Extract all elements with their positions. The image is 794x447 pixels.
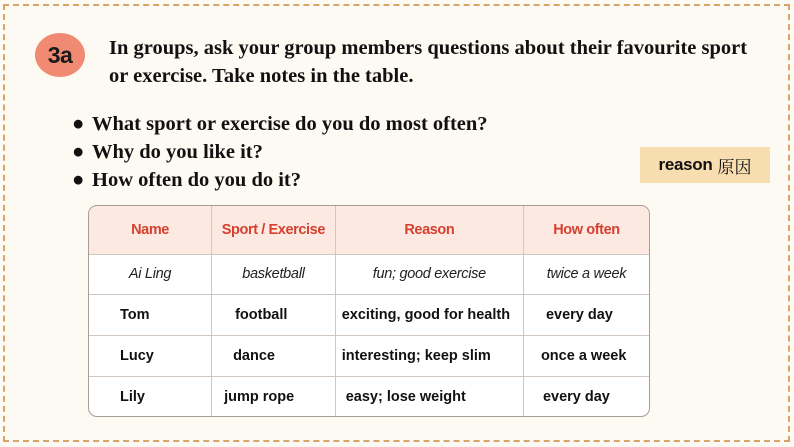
bullet-icon: ● — [72, 141, 85, 163]
table-cell: every day — [523, 376, 649, 417]
table-row — [89, 376, 649, 417]
vocab-translation: 原因 — [717, 157, 752, 177]
vocab-word: reason — [658, 155, 713, 174]
table-cell: once a week — [523, 335, 649, 376]
table-cell: every day — [523, 294, 649, 335]
table-cell: dance — [212, 335, 336, 376]
instruction-text: In groups, ask your group members questions about their favourite sport or exercise. Take notes in the table. — [109, 37, 748, 87]
notes-table-container — [88, 205, 650, 417]
table-row — [89, 335, 649, 376]
question-text: Why do you like it? — [92, 141, 263, 163]
header-how-often: How often — [523, 206, 649, 254]
notes-table — [89, 206, 649, 417]
table-cell: basketball — [212, 254, 336, 294]
bullet-icon: ● — [72, 169, 85, 191]
question-item — [72, 166, 488, 194]
table-cell: exciting, good for health — [335, 294, 523, 335]
question-item — [72, 138, 488, 166]
table-cell: fun; good exercise — [335, 254, 523, 294]
table-cell: jump rope — [212, 376, 336, 417]
table-header-row — [89, 206, 649, 254]
table-cell: twice a week — [523, 254, 649, 294]
table-row — [89, 294, 649, 335]
header-sport: Sport / Exercise — [212, 206, 336, 254]
header-reason: Reason — [335, 206, 523, 254]
bullet-icon: ● — [72, 113, 85, 135]
question-text: How often do you do it? — [92, 169, 302, 191]
table-cell: interesting; keep slim — [335, 335, 523, 376]
header-name: Name — [89, 206, 212, 254]
table-cell: Lily — [89, 376, 212, 417]
example-row — [89, 254, 649, 294]
table-cell: Ai Ling — [89, 254, 212, 294]
table-cell: Lucy — [89, 335, 212, 376]
table-cell: Tom — [89, 294, 212, 335]
table-cell: football — [212, 294, 336, 335]
table-cell: easy; lose weight — [335, 376, 523, 417]
question-item — [72, 110, 488, 138]
question-list — [72, 110, 488, 194]
question-text: What sport or exercise do you do most often? — [92, 113, 488, 135]
vocabulary-note — [640, 147, 770, 183]
exercise-badge: 3a — [35, 33, 85, 77]
